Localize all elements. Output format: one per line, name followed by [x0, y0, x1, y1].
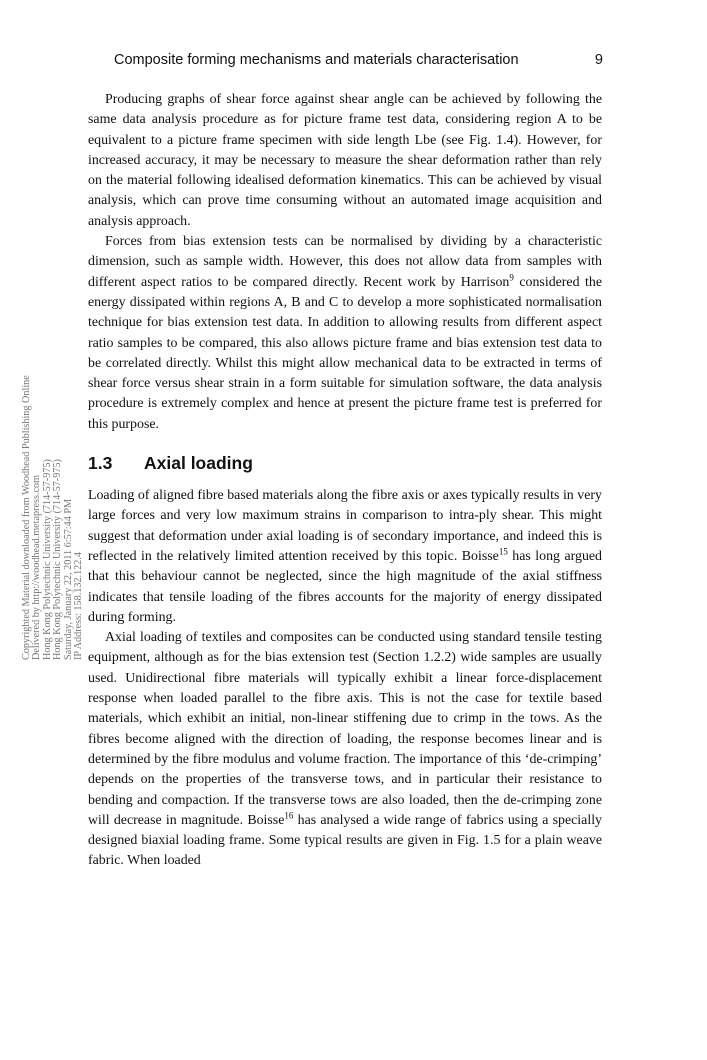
body-text: [88, 90, 602, 872]
watermark-line: Saturday, January 22, 2011 6:57:44 PM: [62, 498, 74, 660]
citation-ref: 15: [498, 546, 508, 557]
watermark-line: Delivered by http://woodhead.metapress.com: [31, 474, 43, 660]
paragraph-3: [88, 486, 602, 628]
paragraph-4-text-a: Axial loading of textiles and composites can be conducted using standard tensile testing equipment, although as for the bias extension test (Section 1.2.2) wide samples are usually used. Unidirectional fibre materials will typically exhibit a linear force-displacement response when loaded parallel to the fibre axis. This is not the case for textile based materials, which exhibit an initial, non-linear stiffening due to crimp in the tows. As the fibres become aligned with the direction of loading, the response becomes linear and is determined by the fibre modulus and volume fraction. The importance of this ‘de-crimping’ depends on the properties of the transverse tows, and in particular their resistance to bending and compaction. If the transverse tows are also loaded, then the de-crimping zone will decrease in magnitude. Boisse: [88, 630, 602, 828]
paragraph-3-text-b: has long argued that this behaviour cannot be neglected, since the high magnitude of the axial stiffness indicates that tensile loading of the fibres accounts for the majority of energy dissipated during forming.: [88, 548, 602, 625]
watermark-line: IP Address: 158.132.122.4: [73, 551, 85, 660]
paragraph-4-text-b: has analysed a wide range of fabrics using a specially designed biaxial loading frame. Some typical results are given in Fig. 1.5 for a plain weave fabric. When loaded: [88, 812, 602, 869]
citation-ref: 9: [509, 272, 514, 283]
download-watermark: [21, 300, 85, 660]
watermark-line: Hong Kong Polytechnic University (714-57-975): [52, 459, 64, 660]
paragraph-4: [88, 628, 602, 872]
page-number: 9: [594, 52, 603, 68]
section-heading: [88, 452, 602, 474]
running-title: Composite forming mechanisms and materials characterisation: [114, 52, 519, 68]
paragraph-2-text-b: considered the energy dissipated within regions A, B and C to develop a more sophisticated normalisation technique for bias extension test data. In addition to allowing results from different aspect ratio samples to be compared, this also allows picture frame and bias extension test data to be correlated directly. Whilst this might allow mechanical data to be extracted in terms of shear force versus shear strain in a form suitable for simulation software, the data analysis procedure is extremely complex and hence at present the picture frame test is preferred for this purpose.: [88, 274, 603, 432]
paragraph-2-text-a: Forces from bias extension tests can be normalised by dividing by a characteristic dimension, such as sample width. However, this does not allow data from samples with different aspect ratios to be compared directly. Recent work by Harrison: [88, 234, 602, 290]
section-title: Axial loading: [144, 453, 253, 474]
watermark-line: Copyrighted Material downloaded from Woodhead Publishing Online: [21, 375, 32, 660]
watermark-line: Hong Kong Polytechnic University (714-57-975): [41, 459, 53, 660]
paragraph-3-text-a: Loading of aligned fibre based materials along the fibre axis or axes typically results in very large forces and very low maximum strains in comparison to intra-ply shear. This might suggest that deformation under axial loading is of secondary importance, and indeed this is reflected in the relatively limited attention received by this topic. Boisse: [88, 488, 602, 564]
paragraph-1: Producing graphs of shear force against shear angle can be achieved by following the same data analysis procedure as for picture frame test data, considering region A to be equivalent to a picture frame specimen with side length Lbe (see Fig. 1.4). However, for increased accuracy, it may be necessary to measure the shear deformation rather than rely on the material following idealised deformation kinematics. This can be achieved by visual analysis, which can prove time consuming without an automated image acquisition and analysis approach.: [88, 92, 602, 229]
running-header: [88, 52, 603, 72]
citation-ref: 16: [284, 810, 294, 821]
paragraph-2: [88, 232, 602, 435]
section-number: 1.3: [88, 453, 113, 474]
